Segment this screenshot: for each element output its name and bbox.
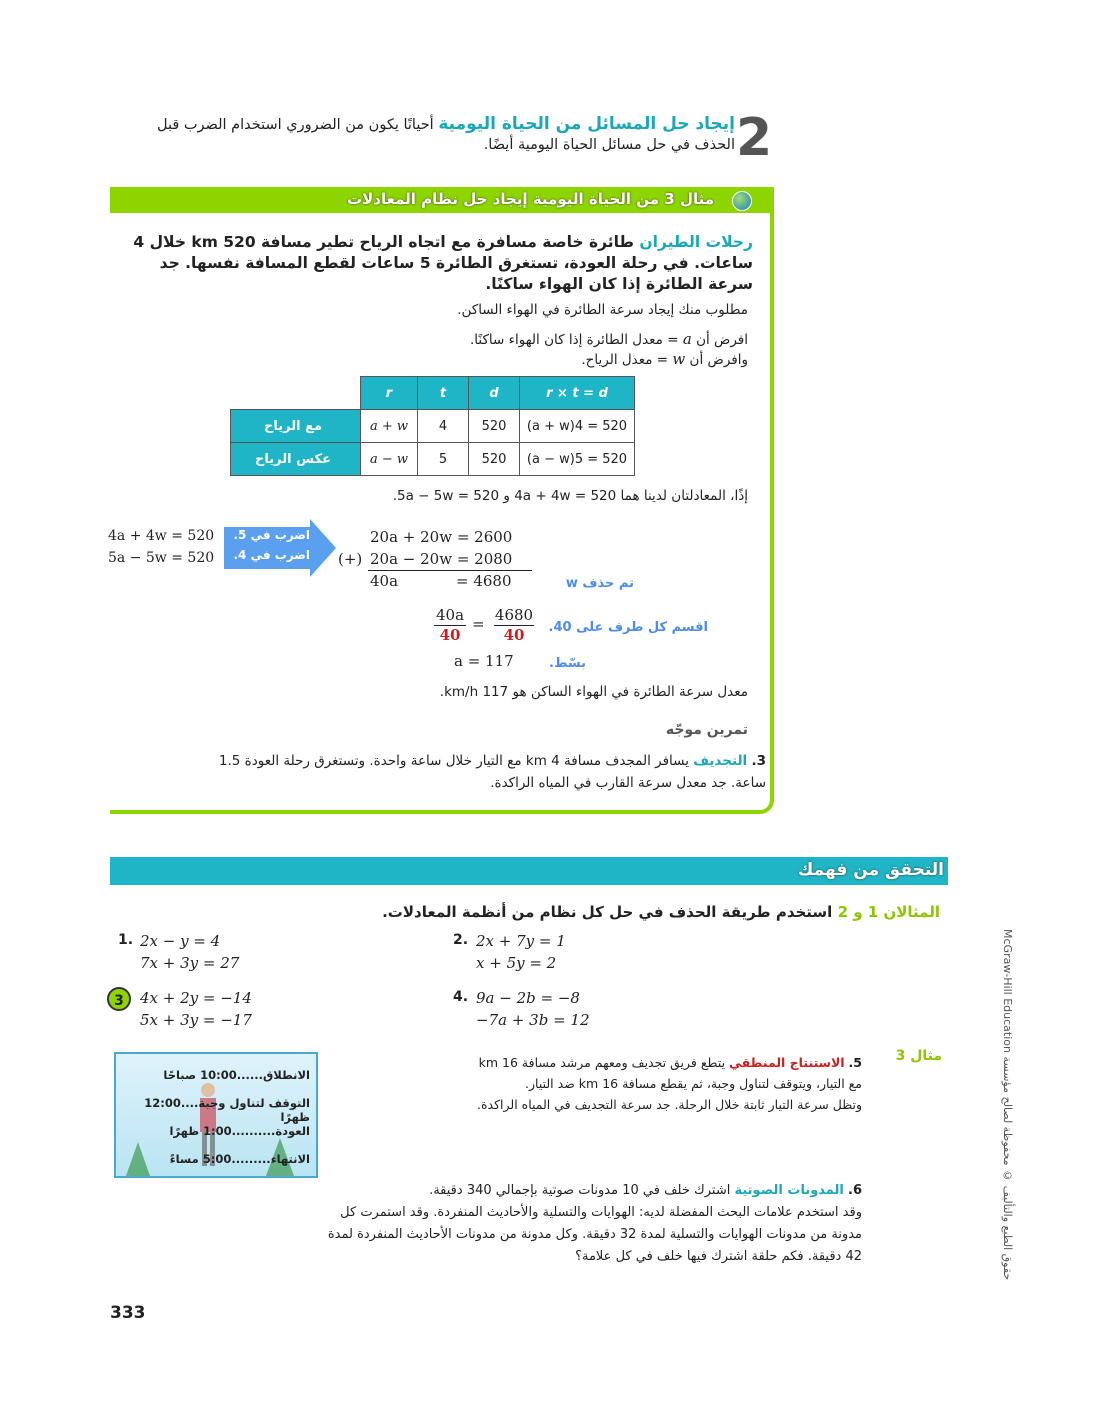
row-label: عكس الرياح (231, 443, 361, 476)
problem-1-eq2: 7x + 3y = 27 (140, 954, 240, 972)
exercise-topic: التجديف (693, 753, 748, 769)
section-intro (130, 114, 735, 155)
problem-3-badge: 3 (107, 987, 131, 1011)
problem-2-eq2: x + 5y = 2 (476, 954, 557, 972)
step-3 (581, 350, 748, 368)
step-2-suffix: = معدل الطائرة إذا كان الهواء ساكنًا. (470, 332, 679, 348)
left-eq-2: 5a − 5w = 520 (108, 550, 215, 566)
work-line-3-rhs: = 4680 (456, 572, 512, 590)
problem-5-line3: وتظل سرعة التيار ثابتة خلال الرحلة. جد سرعة التجديف في المياه الراكدة. (476, 1097, 862, 1112)
cell-t: 4 (418, 410, 469, 443)
rate-table (230, 376, 635, 476)
work-line-3-lhs: 40a (370, 572, 399, 590)
fraction-left-num: 40a (435, 606, 465, 624)
example-title: إيجاد حل نظام المعادلات (347, 190, 528, 208)
step-1: مطلوب منك إيجاد سرعة الطائرة في الهواء الساكن. (457, 302, 748, 318)
problem-4-eq2: −7a + 3b = 12 (476, 1011, 590, 1029)
divide-note: اقسم كل طرف على 40. (548, 620, 708, 635)
problem-1-num: 1. (118, 932, 134, 948)
result: a = 117 (454, 652, 514, 670)
problem-6-line4: 42 دقيقة. فكم حلقة اشترك فيها خلف في كل علامة؟ (575, 1249, 862, 1264)
problem-4-num: 4. (453, 989, 469, 1005)
problem-5-line1: يتطع فريق تجديف ومعهم مرشد مسافة 16 km (478, 1055, 726, 1070)
schedule-card (114, 1052, 318, 1178)
schedule-row: الانطلاق......10:00 صباحًا (163, 1068, 310, 1082)
section-heading: إيجاد حل المسائل من الحياة اليومية (438, 114, 735, 134)
left-eq-1: 4a + 4w = 520 (108, 528, 215, 544)
plus-sign: (+) (338, 550, 363, 568)
arrow-label-1: اضرب في 5. (233, 528, 310, 542)
problem-line1: طائرة خاصة مسافرة مع اتجاه الرياح تطير مسافة 520 km خلال 4 (133, 233, 634, 251)
schedule-row: التوقف لتناول وجبة....12:00 ظهرًا (144, 1096, 310, 1124)
page-number: 333 (110, 1303, 146, 1323)
row-label: مع الرياح (231, 410, 361, 443)
fraction-right-den: 40 (503, 626, 525, 644)
fraction-left-den: 40 (439, 626, 461, 644)
cell-eq: (a − w)5 = 520 (520, 443, 635, 476)
fraction-right-num: 4680 (494, 606, 534, 624)
exercise-line1: يسافر المجدف مسافة 4 km مع التيار خلال ساعة واحدة. وتستغرق رحلة العودة 1.5 (218, 753, 689, 769)
exercise-3 (126, 750, 766, 794)
problem-1-eq1: 2x − y = 4 (140, 932, 221, 950)
problem-6-topic: المدونات الصوتية (734, 1183, 844, 1198)
problem-2-eq1: 2x + 7y = 1 (476, 932, 566, 950)
check-instruction (382, 903, 940, 921)
table-header: t (418, 377, 469, 410)
problem-5-line2: مع التيار، ويتوقف لتناول وجبة، ثم يقطع مسافة 16 km ضد التيار. (525, 1076, 862, 1091)
work-line-2: 20a − 20w = 2080 (370, 550, 513, 568)
table-row (231, 410, 635, 443)
problem-3-eq2: 5x + 3y = −17 (140, 1011, 252, 1029)
section-number: 2 (736, 108, 773, 168)
cell-d: 520 (469, 443, 520, 476)
sum-divider (368, 570, 532, 571)
problem-2-num: 2. (453, 932, 469, 948)
step-3-suffix: = معدل الرياح. (581, 352, 669, 368)
eliminated-note: تم حذف w (565, 576, 634, 591)
exercise-number: 3. (751, 753, 766, 769)
problem-4-eq1: 9a − 2b = −8 (476, 989, 580, 1007)
problem-6-line2: وقد استخدم علامات البحث المفضلة لديه: الهوايات والتسلية والأحاديث المنفردة. وقد استمرت كل (340, 1205, 862, 1220)
problem-line2: ساعات. في رحلة العودة، تستغرق الطائرة 5 ساعات لقطع المسافة نفسها. جد (159, 254, 753, 272)
simplify-note: بسّط. (549, 656, 586, 671)
table-header: r × t = d (520, 377, 635, 410)
fraction-equals: = (472, 615, 485, 633)
instruction-text: استخدم طريقة الحذف في حل كل نظام من أنظمة المعادلات. (382, 903, 833, 921)
cell-eq: (a + w)4 = 520 (520, 410, 635, 443)
problem-topic: رحلات الطيران (639, 233, 753, 251)
table-row (231, 443, 635, 476)
problem-statement (115, 232, 753, 295)
section-line1: أحيانًا يكون من الضروري استخدام الضرب قبل (156, 117, 434, 133)
problem-6-num: 6. (848, 1183, 862, 1198)
problem-5 (412, 1052, 862, 1115)
work-line-1: 20a + 20w = 2600 (370, 528, 513, 546)
problem-3-eq1: 4x + 2y = −14 (140, 989, 252, 1007)
example-header-bar (110, 187, 774, 213)
check-title: التحقق من فهمك (797, 860, 944, 880)
problem-line3: سرعة الطائرة إذا كان الهواء ساكنًا. (485, 275, 753, 293)
cell-r: a + w (361, 410, 418, 443)
step-2 (470, 330, 748, 348)
example-3-ref: مثال 3 (895, 1048, 942, 1064)
schedule-row: العودة..........1:00 ظهرًا (169, 1124, 310, 1138)
table-header: d (469, 377, 520, 410)
problem-6-line3: مدونة من مدونات الهوايات والتسلية لمدة 32 دقيقة. وكل مدونة من مدونات الأحاديث المنفردة لمدة (327, 1227, 862, 1242)
equations-line: إذًا، المعادلتان لدينا هما 4a + 4w = 520 و 5a − 5w = 520. (392, 488, 748, 504)
section-line2: الحذف في حل مسائل الحياة اليومية أيضًا. (483, 137, 735, 153)
cell-t: 5 (418, 443, 469, 476)
arrow-label-2: اضرب في 4. (233, 548, 310, 562)
cell-d: 520 (469, 410, 520, 443)
examples-ref: المثالان 1 و 2 (837, 903, 940, 921)
guided-practice-label: تمرين موجّه (665, 722, 748, 738)
step-2-prefix: افرض أن (696, 332, 748, 348)
table-header: r (361, 377, 418, 410)
step-3-prefix: وافرض أن (689, 352, 748, 368)
problem-6-line1: اشترك خلف في 10 مدونات صوتية بإجمالي 340 دقيقة. (429, 1183, 731, 1198)
cell-r: a − w (361, 443, 418, 476)
var-w: w (672, 350, 686, 368)
conclusion: معدل سرعة الطائرة في الهواء الساكن هو 117 km/h. (439, 684, 748, 700)
exercise-line2: ساعة. جد معدل سرعة القارب في المياه الراكدة. (490, 775, 766, 791)
problem-5-topic: الاستنتاج المنطقي (729, 1055, 845, 1070)
problem-5-num: 5. (848, 1055, 862, 1070)
globe-icon (732, 191, 752, 211)
schedule-row: الانتهاء.........5:00 مساءً (169, 1152, 310, 1166)
var-a: a (682, 330, 692, 348)
side-copyright: حقوق الطبع والتأليف © محفوظة لصالح مؤسسة McGraw-Hill Education (1001, 928, 1014, 1280)
example-label: مثال 3 من الحياة اليومية (532, 190, 714, 208)
problem-6 (182, 1180, 862, 1268)
